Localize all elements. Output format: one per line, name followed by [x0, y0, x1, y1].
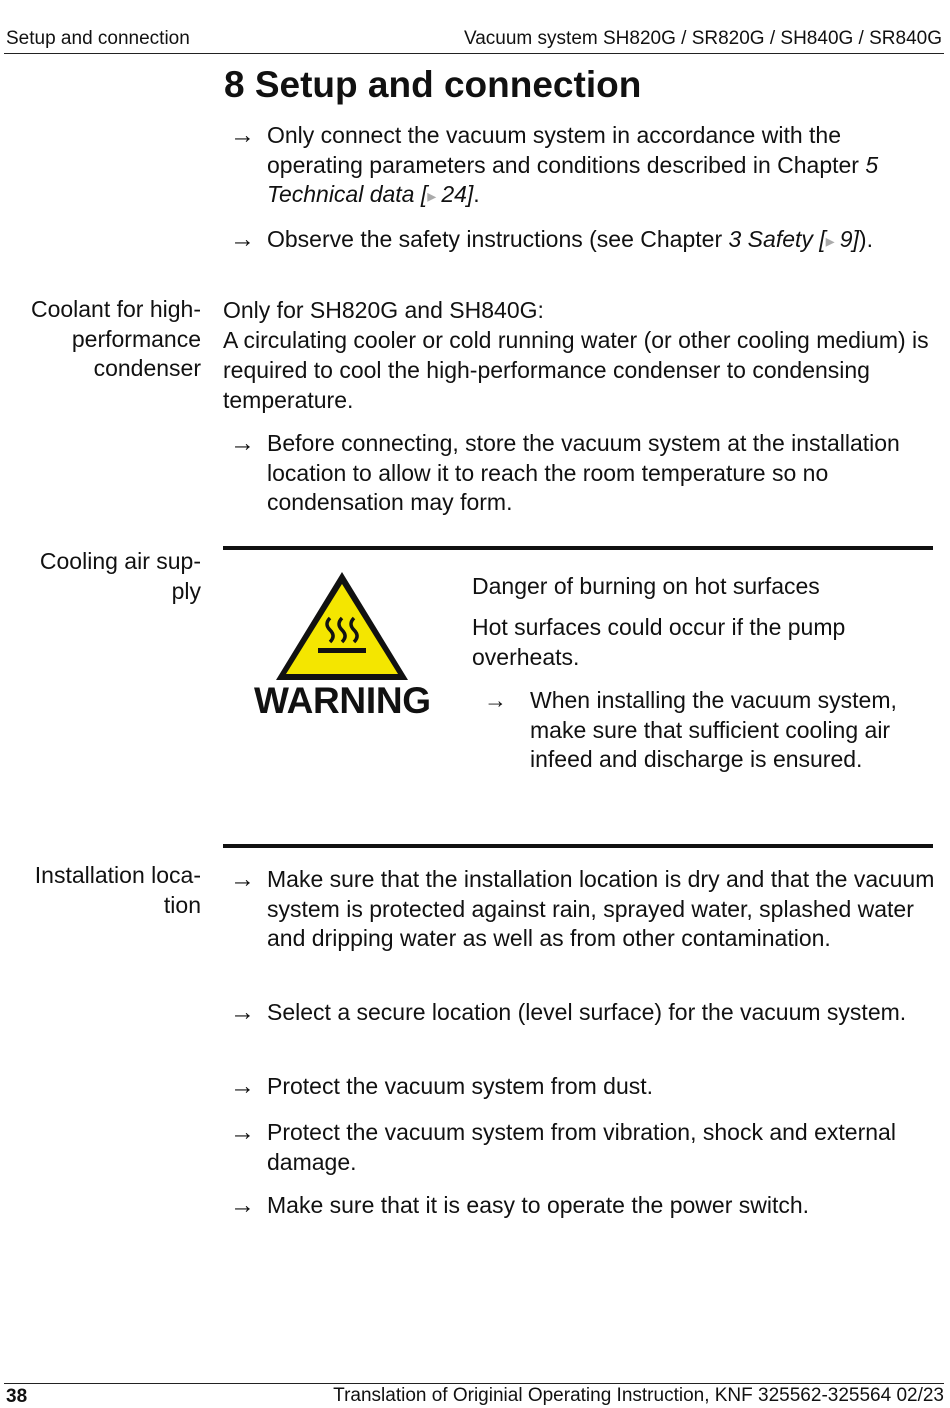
header-section: Setup and connection: [6, 28, 190, 49]
arrow-icon: →: [230, 1191, 255, 1219]
margin-label-cooling-air: Cooling air sup- ply: [39, 548, 201, 604]
warning-bullet: → When installing the vacuum system, make sure that sufficient cooling air infeed and discharge is ensured.: [484, 687, 897, 773]
header-divider: [4, 53, 944, 54]
chapter-link[interactable]: 5 Technical data [: [267, 151, 879, 208]
coolant-paragraph: Only for SH820G and SH840G: A circulating cooler or cold running water (or other cooling medium) is required to cool the high-performance condenser to condensing temperature.: [223, 297, 929, 413]
coolant-bullet: → Before connecting, store the vacuum system at the installation location to allow it to reach the room temperature so no condensation may form.: [230, 429, 900, 516]
intro-bullet-2: → Observe the safety instructions (see Chapter 3 Safety [▸ 9]).: [230, 225, 873, 253]
installation-bullet: → Protect the vacuum system from vibration, shock and external damage.: [230, 1118, 896, 1175]
arrow-icon: →: [230, 225, 255, 253]
arrow-icon: →: [484, 687, 507, 713]
installation-bullet: → Protect the vacuum system from dust.: [230, 1072, 654, 1100]
arrow-icon: →: [230, 1072, 255, 1100]
page-ref-icon: ▸: [427, 186, 442, 207]
footer-divider: [4, 1383, 944, 1384]
header-product: Vacuum system SH820G / SR820G / SH840G / SR840G: [463, 28, 942, 49]
installation-bullet: → Make sure that it is easy to operate the power switch.: [230, 1191, 810, 1219]
arrow-icon: →: [230, 865, 255, 893]
margin-label-coolant: Coolant for high- performance condenser: [30, 296, 201, 382]
chapter-link[interactable]: 3 Safety [: [728, 226, 826, 252]
arrow-icon: →: [230, 1118, 255, 1146]
page-number: 38: [6, 1386, 28, 1407]
footer-text: Translation of Originial Operating Instruction, KNF 325562-325564 02/23: [333, 1385, 944, 1406]
hazard-title: Danger of burning on hot surfaces: [472, 573, 820, 599]
page-title: 8 Setup and connection: [224, 64, 642, 105]
signal-word: WARNING: [254, 680, 431, 721]
warning-bottom-rule: [223, 844, 933, 848]
hazard-text: Hot surfaces could occur if the pump overheats.: [472, 614, 846, 670]
arrow-icon: →: [230, 121, 255, 149]
arrow-icon: →: [230, 998, 255, 1026]
warning-top-rule: [223, 546, 933, 550]
page-ref-icon: ▸: [825, 231, 840, 251]
intro-bullet-1: → Only connect the vacuum system in accordance with the operating parameters and conditions described in Chapter 5 Technical data [▸ 24].: [230, 121, 879, 208]
margin-label-installation: Installation loca- tion: [34, 862, 201, 918]
arrow-icon: →: [230, 429, 255, 457]
installation-bullet: → Make sure that the installation location is dry and that the vacuum system is protected against rain, sprayed water, splashed water and dripping water as well as from other contamination.: [230, 865, 935, 952]
installation-bullet: → Select a secure location (level surface) for the vacuum system.: [230, 998, 907, 1026]
warning-triangle-icon: [238, 568, 448, 688]
